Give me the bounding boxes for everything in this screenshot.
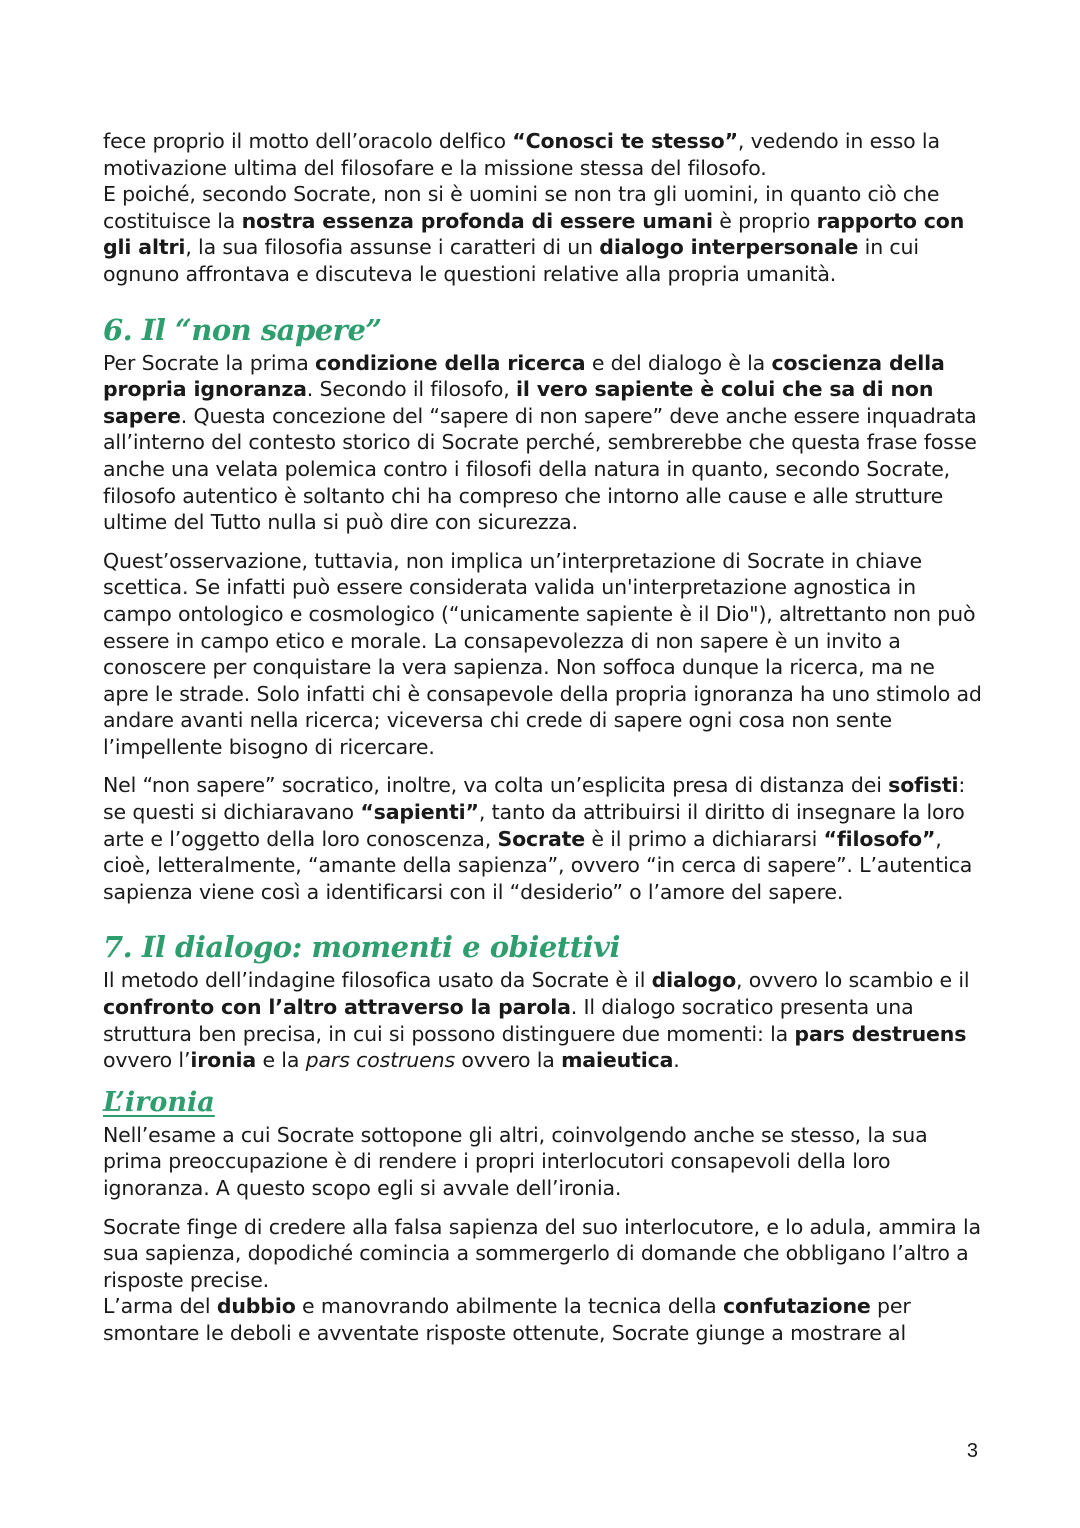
- text-run: . Secondo il filosofo,: [306, 377, 516, 402]
- bold-text: sofisti: [888, 773, 959, 798]
- paragraph: [103, 1293, 983, 1346]
- text-run: E poiché, secondo Socrate, non si è uomini se non tra gli uomini, in quanto ciò che costituisce la: [103, 182, 940, 233]
- text-run: fece proprio il motto dell’oracolo delfico: [103, 129, 513, 153]
- text-run: , cioè, letteralmente, “amante della sapienza”, ovvero “in cerca di sapere”. L’autentica sapienza viene così a identificarsi con il “desiderio” o l’amore del sapere.: [103, 826, 973, 904]
- italic-text: pars costruens: [305, 1048, 455, 1073]
- paragraph: [103, 548, 983, 761]
- text-run: : se questi si dichiaravano: [103, 773, 966, 825]
- text-run: , vedendo in esso la motivazione ultima del filosofare e la missione stessa del filosofo.: [103, 129, 940, 180]
- bold-text: dialogo: [651, 968, 737, 993]
- paragraph: [103, 128, 983, 181]
- text-run: e del dialogo è la: [585, 350, 772, 375]
- text-run: ovvero la: [454, 1048, 562, 1073]
- text-run: Quest’osservazione, tuttavia, non implica un’interpretazione di Socrate in chiave scettica. Se infatti può essere considerata valida un'interpretazione agnostica in campo ontologico e cosmologico (“unicamente sapiente è il Dio"), altrettanto non può essere in campo etico e morale. La consapevolezza di non sapere è un invito a conoscere per conquistare la vera sapienza. Non soffoca dunque la ricerca, ma ne apre le strade. Solo infatti chi è consapevole della propria ignoranza ha uno stimolo ad andare avanti nella ricerca; viceversa chi crede di sapere ogni cosa non sente l’impellente bisogno di ricercare.: [103, 548, 982, 759]
- text-run: , tanto da attribuirsi il diritto di insegnare la loro arte e l’oggetto della loro conoscenza,: [103, 800, 965, 851]
- text-run: , ovvero lo scambio e il: [736, 968, 970, 993]
- section-heading: 7. Il dialogo: momenti e obiettivi: [103, 930, 620, 965]
- bold-text: il vero sapiente è colui che sa di non sapere: [103, 377, 934, 428]
- document-body: [103, 128, 983, 1359]
- text-run: è proprio: [712, 208, 817, 233]
- text-run: Il metodo dell’indagine filosofica usato da Socrate è il: [103, 968, 652, 993]
- text-run: Nell’esame a cui Socrate sottopone gli altri, coinvolgendo anche se stesso, la sua prima preoccupazione è di rendere i propri interlocutori consapevoli della loro ignoranza. A questo scopo egli si avvale dell’ironia.: [103, 1122, 928, 1200]
- bold-text: “sapienti”: [360, 800, 479, 825]
- subsection-heading: L’ironia: [103, 1086, 215, 1118]
- text-run: in cui ognuno affrontava e discuteva le questioni relative alla propria umanità.: [103, 235, 919, 286]
- text-run: . Questa concezione del “sapere di non sapere” deve anche essere inquadrata all’interno del contesto storico di Socrate perché, sembrerebbe che questa frase fosse anche una velata polemica contro i filosofi della natura in quanto, secondo Socrate, filosofo autentico è soltanto chi ha compreso che intorno alle cause e alle strutture ultime del Tutto nulla si può dire con sicurezza.: [103, 403, 977, 535]
- bold-text: dubbio: [216, 1294, 296, 1319]
- bold-text: dialogo interpersonale: [599, 235, 859, 260]
- text-run: , la sua filosofia assunse i caratteri di un: [185, 235, 600, 260]
- bold-text: confronto con l’altro attraverso la parola: [103, 995, 571, 1020]
- bold-text: coscienza della propria ignoranza: [103, 350, 945, 402]
- bold-text: condizione della ricerca: [314, 350, 586, 375]
- paragraph: [103, 1122, 983, 1202]
- page-number: 3: [966, 1440, 978, 1462]
- paragraph: [103, 181, 983, 287]
- paragraph: [103, 350, 983, 536]
- bold-text: nostra essenza profonda di essere umani: [241, 208, 713, 233]
- bold-text: pars destruens: [794, 1021, 967, 1046]
- text-run: e la: [256, 1048, 306, 1073]
- bold-text: rapporto con gli altri: [103, 208, 965, 260]
- bold-text: “filosofo”: [823, 826, 936, 851]
- bold-text: ironia: [190, 1048, 257, 1073]
- text-run: e manovrando abilmente la tecnica della: [295, 1294, 723, 1319]
- bold-text: confutazione: [722, 1294, 871, 1319]
- paragraph: [103, 1214, 983, 1294]
- bold-text: “Conosci te stesso”: [512, 129, 738, 153]
- text-run: per smontare le deboli e avventate risposte ottenute, Socrate giunge a mostrare al: [103, 1294, 911, 1345]
- paragraph: [103, 772, 983, 905]
- section-heading: 6. Il “non sapere”: [103, 312, 382, 347]
- paragraph: [103, 967, 983, 1073]
- text-run: Socrate finge di credere alla falsa sapienza del suo interlocutore, e lo adula, ammira la sua sapienza, dopodiché comincia a sommergerlo di domande che obbligano l’altro a risposte precise.: [103, 1214, 981, 1292]
- text-run: è il primo a dichiararsi: [585, 826, 824, 851]
- bold-text: Socrate: [497, 826, 586, 851]
- text-run: L’arma del: [103, 1294, 217, 1319]
- text-run: Nel “non sapere” socratico, inoltre, va colta un’esplicita presa di distanza dei: [103, 773, 889, 798]
- text-run: .: [673, 1048, 680, 1073]
- text-run: ovvero l’: [103, 1048, 191, 1073]
- text-run: . Il dialogo socratico presenta una struttura ben precisa, in cui si possono distinguere due momenti: la: [103, 995, 914, 1046]
- text-run: Per Socrate la prima: [103, 350, 315, 375]
- bold-text: maieutica: [561, 1048, 674, 1073]
